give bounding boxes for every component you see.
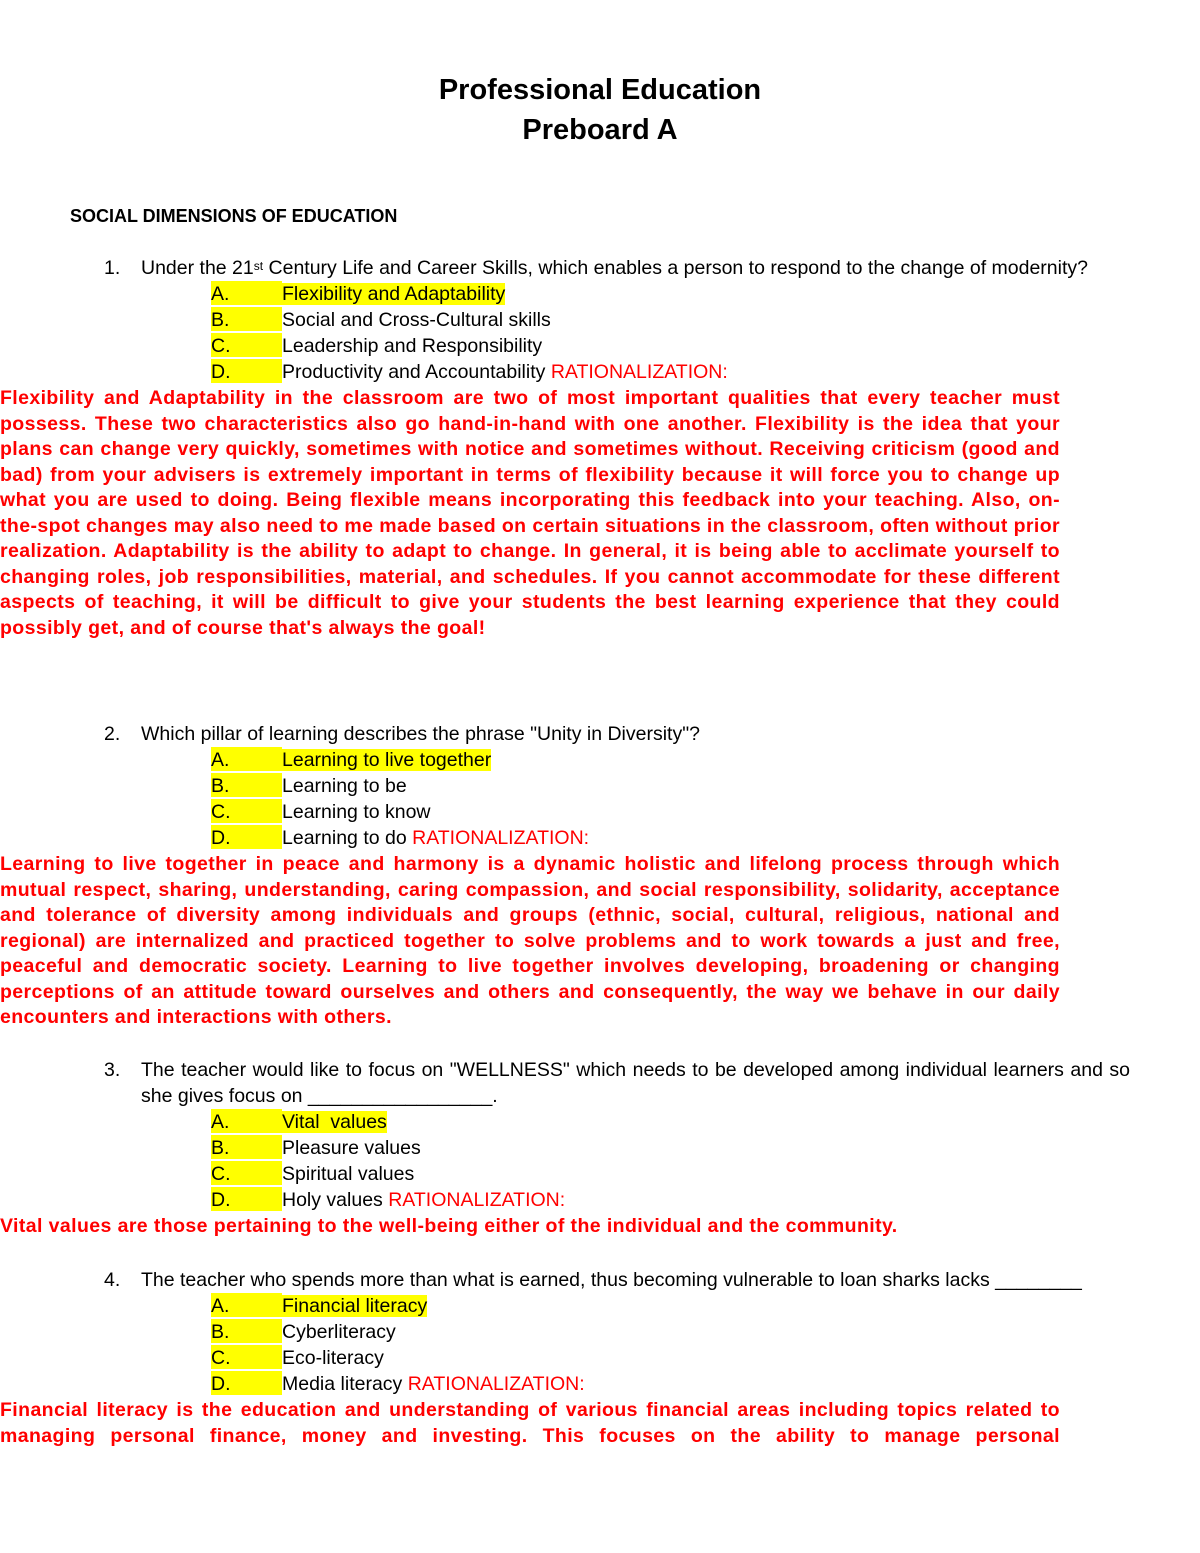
option-text: Cyberliteracy xyxy=(282,1321,396,1343)
option-letter: C. xyxy=(211,799,282,823)
option-letter: A. xyxy=(211,747,282,771)
rationalization-label: RATIONALIZATION: xyxy=(388,1189,566,1211)
option-letter: A. xyxy=(211,1109,282,1133)
option-a xyxy=(70,747,1130,773)
option-text: Learning to be xyxy=(282,775,407,797)
option-a xyxy=(70,281,1130,307)
document-subtitle: Preboard A xyxy=(522,114,678,146)
option-letter: D. xyxy=(211,359,282,383)
option-letter: C. xyxy=(211,1345,282,1369)
question-text: The teacher who spends more than what is earned, thus becoming vulnerable to loan sharks lacks ________ xyxy=(141,1269,1082,1291)
option-b xyxy=(70,773,1130,799)
option-letter: C. xyxy=(211,1161,282,1185)
option-text: Learning to know xyxy=(282,801,431,823)
option-text-correct: Financial literacy xyxy=(282,1295,428,1317)
option-text: Social and Cross-Cultural skills xyxy=(282,309,551,331)
option-b xyxy=(70,1319,1130,1345)
question-number: 3. xyxy=(104,1059,121,1081)
option-c xyxy=(70,799,1130,825)
option-d xyxy=(70,1187,1130,1213)
document-title: Professional Education xyxy=(438,74,762,106)
option-d xyxy=(70,825,1130,851)
rationalization-text: Flexibility and Adaptability in the classroom are two of most important qualities that every teacher must possess. These two characteristics also go hand-in-hand with one another. Flexibility is the idea that your plans can change very quickly, sometimes with notice and sometimes without. Receiving criticism (good and bad) from your advisers is extremely important in terms of flexibility because it will force you to change up what you are used to doing. Being flexible means incorporating this feedback into your teaching. Also, on-the-spot changes may also need to me made based on certain situations in the classroom, often without prior realization. Adaptability is the ability to adapt to change. In general, it is being able to acclimate yourself to changing roles, job responsibilities, material, and schedules. If you cannot accommodate for these different aspects of teaching, it will be difficult to give your students the best learning experience that they could possibly get, and of course that's always the goal! xyxy=(0,387,1060,639)
section-heading: SOCIAL DIMENSIONS OF EDUCATION xyxy=(70,206,398,226)
option-letter: D. xyxy=(211,825,282,849)
question-4 xyxy=(0,1267,1130,1449)
question-number: 4. xyxy=(104,1269,121,1291)
question-2 xyxy=(0,721,1130,1031)
question-1 xyxy=(0,255,1130,641)
option-text-correct: Vital values xyxy=(282,1111,387,1133)
option-letter: C. xyxy=(211,333,282,357)
option-b xyxy=(70,307,1130,333)
option-text: Eco-literacy xyxy=(282,1347,384,1369)
rationalization-text: Financial literacy is the education and understanding of various financial areas including topics related to managing personal finance, money and investing. This focuses on the ability to manage personal xyxy=(0,1399,1060,1447)
option-c xyxy=(70,1161,1130,1187)
rationalization-text: Vital values are those pertaining to the well-being either of the individual and the community. xyxy=(0,1215,898,1237)
option-a xyxy=(70,1109,1130,1135)
option-d xyxy=(70,1371,1130,1397)
option-letter: D. xyxy=(211,1371,282,1395)
option-text-correct: Flexibility and Adaptability xyxy=(282,283,506,305)
option-text: Learning to do xyxy=(282,827,407,849)
question-text: The teacher would like to focus on "WELLNESS" which needs to be developed among individual learners and so she gives focus on _________________. xyxy=(141,1059,1130,1107)
option-a xyxy=(70,1293,1130,1319)
option-text: Spiritual values xyxy=(282,1163,415,1185)
option-letter: B. xyxy=(211,1135,282,1159)
option-d xyxy=(70,359,1130,385)
option-text: Holy values xyxy=(282,1189,383,1211)
option-b xyxy=(70,1135,1130,1161)
option-c xyxy=(70,1345,1130,1371)
option-letter: B. xyxy=(211,773,282,797)
rationalization-label: RATIONALIZATION: xyxy=(412,827,590,849)
option-c xyxy=(70,333,1130,359)
option-text: Pleasure values xyxy=(282,1137,421,1159)
question-text: Under the 21st Century Life and Career Skills, which enables a person to respond to the change of modernity? xyxy=(141,257,1088,279)
question-3 xyxy=(0,1057,1130,1240)
option-text: Media literacy xyxy=(282,1373,403,1395)
question-number: 1. xyxy=(104,257,121,279)
option-letter: A. xyxy=(211,1293,282,1317)
option-letter: B. xyxy=(211,1319,282,1343)
rationalization-label: RATIONALIZATION: xyxy=(407,1373,585,1395)
rationalization-text: Learning to live together in peace and harmony is a dynamic holistic and lifelong process through which mutual respect, sharing, understanding, caring compassion, and social responsibility, solidarity, acceptance and tolerance of diversity among individuals and groups (ethnic, social, cultural, religious, national and regional) are internalized and practiced together to solve problems and to work towards a just and free, peaceful and democratic society. Learning to live together involves developing, broadening or changing perceptions of an attitude toward ourselves and others and consequently, the way we behave in our daily encounters and interactions with others. xyxy=(0,853,1060,1028)
option-text: Leadership and Responsibility xyxy=(282,335,543,357)
question-text: Which pillar of learning describes the phrase "Unity in Diversity"? xyxy=(141,723,700,745)
option-letter: D. xyxy=(211,1187,282,1211)
option-text-correct: Learning to live together xyxy=(282,749,492,771)
superscript: st xyxy=(253,259,264,273)
option-letter: A. xyxy=(211,281,282,305)
question-number: 2. xyxy=(104,723,121,745)
option-letter: B. xyxy=(211,307,282,331)
rationalization-label: RATIONALIZATION: xyxy=(550,361,728,383)
option-text: Productivity and Accountability xyxy=(282,361,546,383)
